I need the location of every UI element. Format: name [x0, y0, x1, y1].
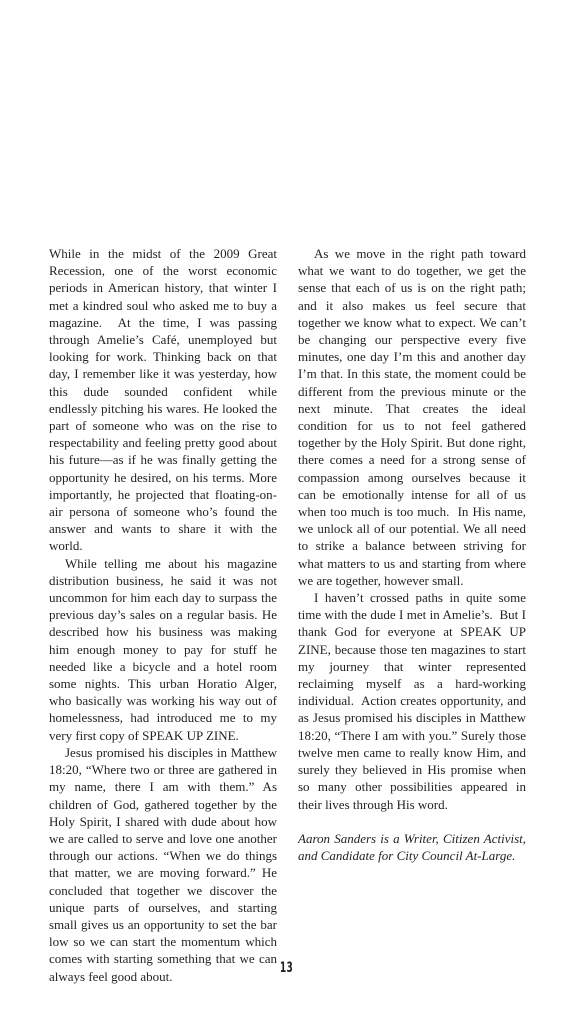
article-column-right [298, 245, 526, 864]
paragraph: I haven’t crossed paths in quite some time with the dude I met in Amelie’s. But I thank God for everyone at SPEAK UP ZINE, because those ten magazines to start my journey that winter represented reclaiming myself as a hard-working individual. Action creates opportunity, and as Jesus promised his disciples in Matthew 18:20, “There I am with you.” Surely those twelve men came to really know Him, and surely they believed in His promise when so many other possibilities appeared in their lives through His word. [298, 590, 526, 812]
paragraph: While in the midst of the 2009 Great Recession, one of the worst economic periods in American history, that winter I met a kindred soul who asked me to buy a magazine. At the time, I was passing through Amelie’s Café, unemployed but looking for work. Thinking back on that day, I remember like it was yesterday, how this dude sounded confident while endlessly pitching his wares. He looked the part of someone who was on the rise to respectability and feeling pretty good about his future—as if he was finally getting the opportunity he desired, on his terms. More importantly, he projected that floating-on-air persona of someone who’s found the answer and wants to share it with the world. [49, 246, 277, 554]
paragraph: While telling me about his magazine distribution business, he said it was not uncommon for him each day to surpass the previous day’s sales on a regular basis. He described how his business was making him enough money to pay for stuff he needed like a bicycle and a hotel room some nights. This urban Horatio Alger, who basically was working his way out of homelessness, had introduced me to my very first copy of SPEAK UP ZINE. [49, 555, 277, 743]
author-bio: Aaron Sanders is a Writer, Citizen Activist, and Candidate for City Council At-Large. [298, 830, 526, 863]
paragraph: As we move in the right path toward what we want to do together, we get the sense that each of us is on the right path; and it also makes us feel secure that together we know what to expect. We can’t be changing our perspective every five minutes, one day I’m this and another day I’m that. In this state, the moment could be different from the previous minute or the next minute. That creates the ideal condition for us to not feel gathered together by the Holy Spirit. But done right, there comes a need for a strong sense of compassion among ourselves because it can be emotionally intense for all of us when too much is too much. In His name, we unlock all of our potential. We all need to strike a balance between striving for what matters to us and starting from where we are together, however small. [298, 246, 526, 588]
article-column-left [49, 245, 277, 985]
paragraph: Jesus promised his disciples in Matthew 18:20, “Where two or three are gathered in my name, there I am with them.” As children of God, gathered together by the Holy Spirit, I shared with dude about how we are called to serve and love one another through our actions. “When we do things that matter, we are moving forward.” He concluded that together we discover the unique parts of ourselves, and starting small gives us an opportunity to set the bar low so we can start the momentum which comes with starting something that we can always feel good about. [49, 744, 277, 984]
page-number: 13 [279, 960, 294, 976]
